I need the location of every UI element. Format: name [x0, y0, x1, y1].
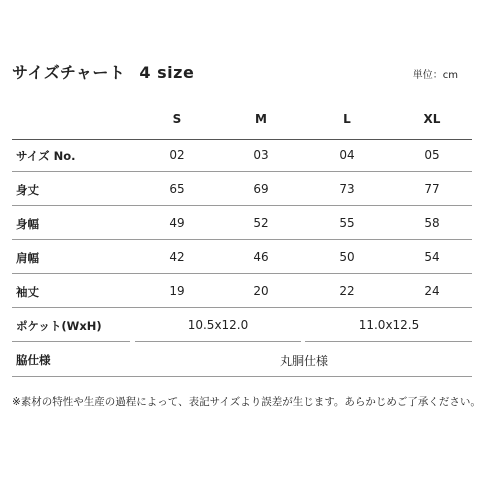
unit-label: 単位：cm [412, 70, 458, 81]
row-label-body-width: 身幅 [16, 217, 39, 231]
row-divider-segment [305, 341, 472, 342]
table-cell: 丸胴仕様 [279, 354, 328, 368]
row-divider [12, 171, 472, 172]
header-size-m: M [255, 112, 267, 126]
table-cell: 50 [339, 250, 355, 264]
row-divider-segment [135, 341, 301, 342]
table-cell: 55 [339, 216, 355, 230]
table-cell: 22 [339, 284, 355, 298]
header-size-l: L [343, 112, 351, 126]
table-cell: 54 [424, 250, 440, 264]
row-divider [12, 273, 472, 274]
row-label-shoulder-width: 肩幅 [16, 251, 39, 265]
row-divider-segment [12, 341, 130, 342]
table-cell: 52 [253, 216, 269, 230]
size-chart-title [12, 60, 194, 83]
table-cell: 24 [424, 284, 440, 298]
table-cell: 02 [169, 148, 185, 162]
table-cell: 69 [253, 182, 269, 196]
row-label-pocket: ポケット(WxH) [16, 319, 102, 333]
table-cell: 19 [169, 284, 185, 298]
row-divider [12, 307, 472, 308]
table-cell: 58 [424, 216, 440, 230]
table-cell: 03 [253, 148, 269, 162]
table-cell: 05 [424, 148, 440, 162]
disclaimer-note: ※素材の特性や生産の過程によって、表記サイズより誤差が生じます。あらかじめご了承ください。 [12, 396, 481, 408]
table-cell: 10.5x12.0 [187, 318, 249, 332]
row-label-body-length: 身丈 [16, 183, 39, 197]
chart-title-text: サイズチャート [12, 63, 126, 82]
table-cell: 77 [424, 182, 440, 196]
size-count: 4 size [139, 63, 195, 82]
table-cell: 42 [169, 250, 185, 264]
table-cell: 73 [339, 182, 355, 196]
row-divider [12, 205, 472, 206]
row-label-size-no: サイズ No. [16, 149, 76, 163]
row-divider [12, 239, 472, 240]
header-divider [12, 139, 472, 140]
table-cell: 20 [253, 284, 269, 298]
header-size-s: S [172, 112, 182, 126]
row-divider [12, 376, 472, 377]
row-label-side: 脇仕様 [16, 353, 51, 367]
header-size-xl: XL [423, 112, 441, 126]
table-cell: 65 [169, 182, 185, 196]
table-cell: 04 [339, 148, 355, 162]
table-cell: 11.0x12.5 [358, 318, 420, 332]
table-cell: 46 [253, 250, 269, 264]
table-cell: 49 [169, 216, 185, 230]
row-label-sleeve-length: 袖丈 [16, 285, 39, 299]
